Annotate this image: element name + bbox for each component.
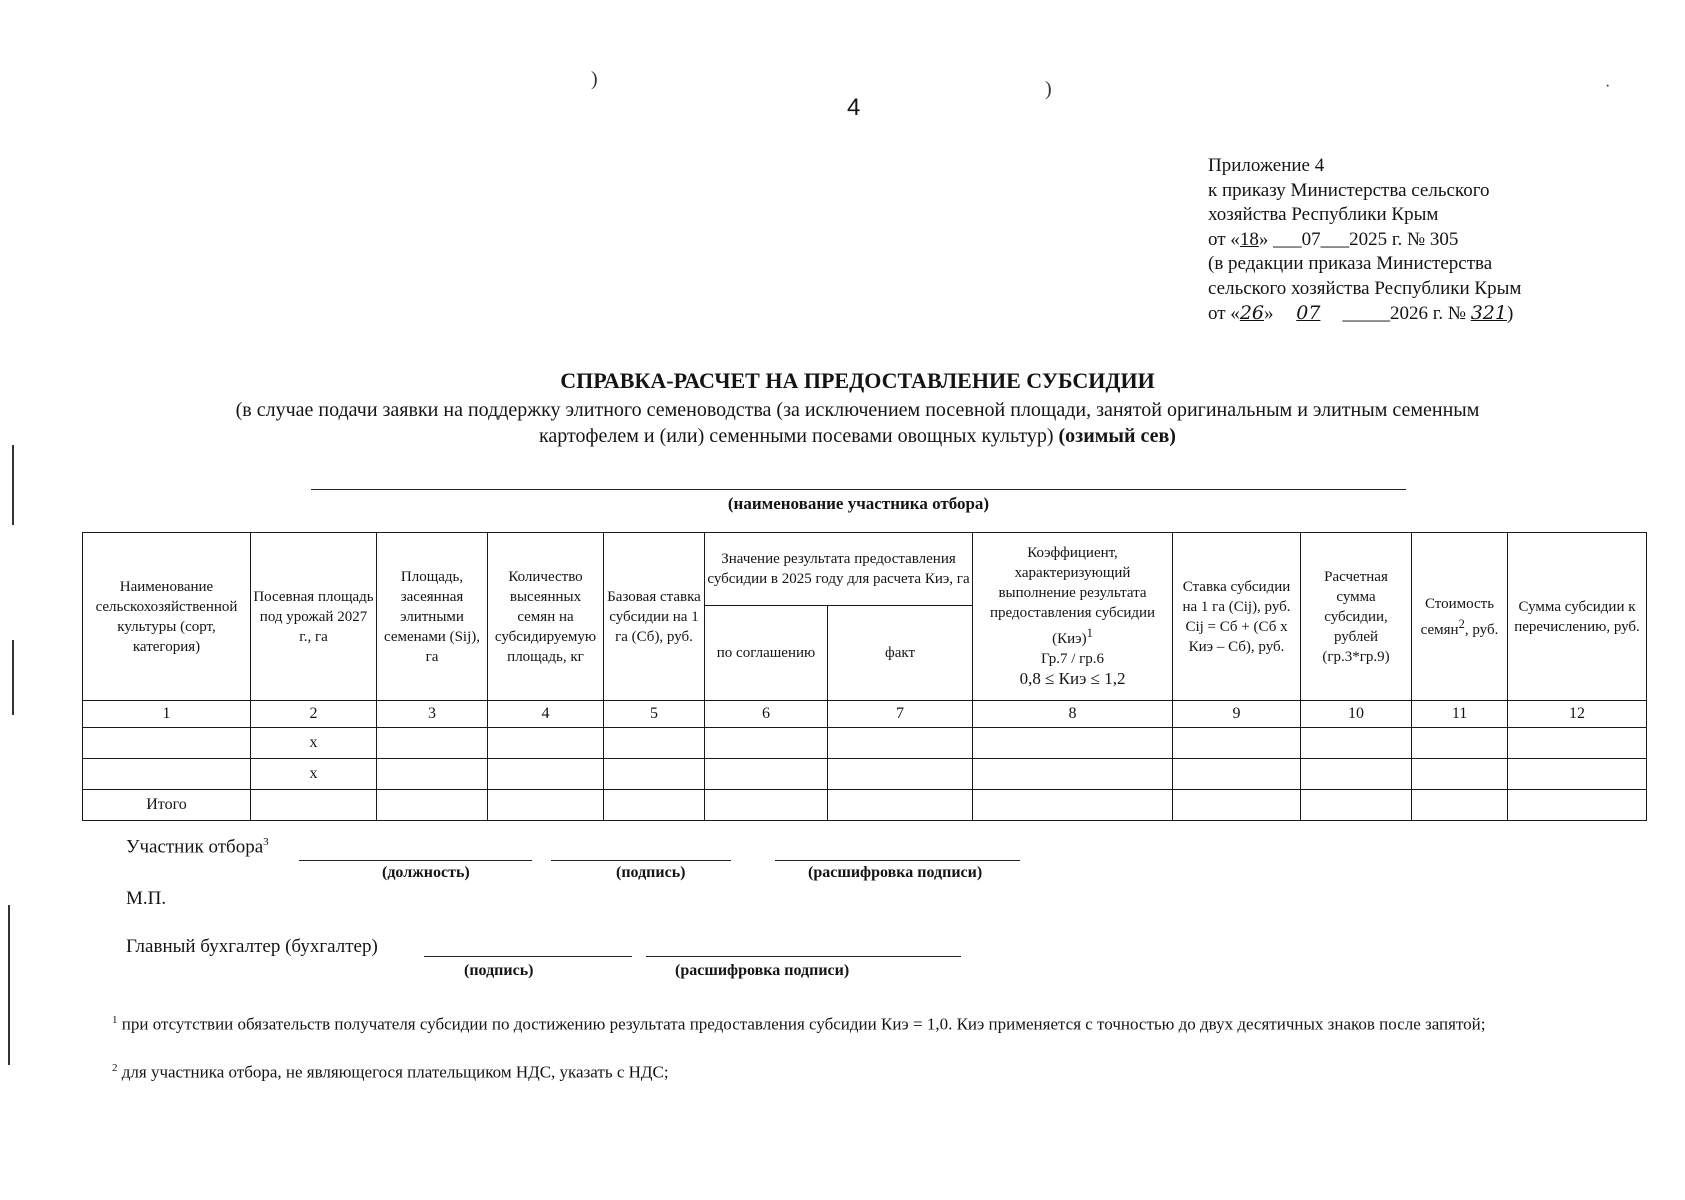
subtitle-line-2: картофелем и (или) семенными посевами овощных культур) xyxy=(539,425,1054,447)
header-crop-name: Наименование сельскохозяйственной культуры (сорт, категория) xyxy=(83,533,251,701)
column-number-row xyxy=(83,701,1647,728)
decoding-caption: (расшифровка подписи) xyxy=(808,864,983,881)
cell-crop-name xyxy=(83,728,251,759)
coefficient-formula: Гр.7 / гр.6 xyxy=(1040,651,1105,667)
footnote-ref: 1 xyxy=(1086,626,1093,640)
appendix-line: (в редакции приказа Министерства xyxy=(1208,253,1493,274)
table-cell xyxy=(1508,790,1647,821)
table-cell xyxy=(828,790,973,821)
header-actual: факт xyxy=(828,606,973,701)
subtitle-sowing-type: (озимый сев) xyxy=(1058,425,1176,447)
column-number: 11 xyxy=(1412,701,1508,728)
header-transfer-sum: Сумма субсидии к перечислению, руб. xyxy=(1508,533,1647,701)
column-number: 5 xyxy=(604,701,705,728)
participant-name-caption: (наименование участника отбора) xyxy=(727,494,990,513)
document-title: СПРАВКА-РАСЧЕТ НА ПРЕДОСТАВЛЕНИЕ СУБСИДИИ xyxy=(560,368,1155,393)
table-cell xyxy=(973,790,1173,821)
table-cell xyxy=(1173,728,1301,759)
date-mid: » xyxy=(1264,303,1279,324)
signature-caption: (подпись) xyxy=(616,864,686,881)
table-header-row xyxy=(83,533,1647,606)
coefficient-range: 0,8 ≤ Киэ ≤ 1,2 xyxy=(1019,669,1126,688)
table-cell xyxy=(705,759,828,790)
scan-mark-dot: · xyxy=(1605,78,1611,95)
stamp-placeholder: М.П. xyxy=(126,888,167,909)
table-cell xyxy=(1301,790,1412,821)
date-prefix: от « xyxy=(1208,228,1240,250)
table-cell xyxy=(1508,759,1647,790)
table-row xyxy=(83,728,1647,759)
header-subsidy-rate: Ставка субсидии на 1 га (Cij), руб. Cij = Сб + (Сб х Киэ – Сб), руб. xyxy=(1173,533,1301,701)
table-cell xyxy=(377,759,488,790)
header-calculated-sum: Расчетная сумма субсидии, рублей (гр.3*гр.9) xyxy=(1301,533,1412,701)
appendix-line: сельского хозяйства Республики Крым xyxy=(1208,277,1522,299)
participant-name-line xyxy=(311,489,1406,490)
table-cell xyxy=(1508,728,1647,759)
header-result-value-group: Значение результата предоставления субсидии в 2025 году для расчета Киэ, га xyxy=(705,533,973,606)
date-mid: » ___ xyxy=(1258,228,1302,250)
seed-cost-unit: , руб. xyxy=(1464,621,1499,638)
cell-sown-area: х xyxy=(251,759,377,790)
cell-crop-name xyxy=(83,759,251,790)
scan-edge-line xyxy=(12,445,14,525)
date-prefix: от « xyxy=(1208,303,1240,324)
footnote-text: при отсутствии обязательств получателя субсидии по достижению результата предоставления субсидии Киэ = 1,0. Киэ применяется с точностью до двух десятичных знаков после запятой; xyxy=(121,1014,1486,1034)
participant-label-text: Участник отбора xyxy=(126,836,264,858)
column-number: 4 xyxy=(488,701,604,728)
date-day: 18 xyxy=(1239,228,1259,250)
table-cell xyxy=(1173,790,1301,821)
handwritten-month: 07 xyxy=(1296,302,1321,324)
footnote-mark: 2 xyxy=(112,1062,118,1074)
coefficient-text: Коэффициент, характеризующий выполнение результата предоставления субсидии (Киэ) xyxy=(989,545,1156,647)
column-number: 3 xyxy=(377,701,488,728)
table-cell xyxy=(1301,759,1412,790)
header-seed-quantity: Количество высеянных семян на субсидируемую площадь, кг xyxy=(488,533,604,701)
scan-mark-paren-left: ) xyxy=(591,68,598,90)
table-cell xyxy=(1301,728,1412,759)
column-number: 7 xyxy=(828,701,973,728)
table-cell xyxy=(828,759,973,790)
table-cell xyxy=(1173,759,1301,790)
column-number: 2 xyxy=(251,701,377,728)
column-number: 8 xyxy=(973,701,1173,728)
table-cell xyxy=(604,728,705,759)
accountant-decoding-line xyxy=(646,956,961,957)
table-cell xyxy=(488,728,604,759)
table-cell xyxy=(604,759,705,790)
cell-sown-area: х xyxy=(251,728,377,759)
date-year: _____2026 г. № xyxy=(1342,303,1471,324)
table-cell xyxy=(973,759,1173,790)
appendix-line: Приложение 4 xyxy=(1208,155,1325,176)
header-base-rate: Базовая ставка субсидии на 1 га (Сб), руб. xyxy=(604,533,705,701)
footnote-mark: 1 xyxy=(112,1014,118,1026)
subtitle-line-1: (в случае подачи заявки на поддержку элитного семеноводства (за исключением посевной площади, занятой оригинальным и элитным семенным xyxy=(235,399,1480,421)
signature-line xyxy=(551,860,731,861)
scan-mark-paren-right: ) xyxy=(1045,78,1052,100)
table-cell xyxy=(377,790,488,821)
footnote-ref: 2 xyxy=(1458,616,1465,631)
header-seed-cost xyxy=(1412,533,1508,701)
appendix-revision-date-line xyxy=(1208,301,1521,327)
table-cell xyxy=(1412,759,1508,790)
table-cell xyxy=(705,790,828,821)
handwritten-day: 26 xyxy=(1239,302,1264,324)
table-cell xyxy=(973,728,1173,759)
appendix-line: к приказу Министерства сельского xyxy=(1208,179,1490,201)
footnote-text: для участника отбора, не являющегося плательщиком НДС, указать с НДС; xyxy=(121,1062,669,1082)
document-subtitle xyxy=(100,397,1615,449)
table-cell xyxy=(488,759,604,790)
column-number: 10 xyxy=(1301,701,1412,728)
header-by-agreement: по соглашению xyxy=(705,606,828,701)
scan-edge-line xyxy=(8,905,10,1065)
table-cell xyxy=(828,728,973,759)
appendix-block xyxy=(1208,154,1521,327)
position-line xyxy=(299,860,532,861)
header-sown-area: Посевная площадь под урожай 2027 г., га xyxy=(251,533,377,701)
subsidy-calculation-table xyxy=(82,532,1647,821)
appendix-date-line xyxy=(1208,228,1521,253)
footnote xyxy=(112,1056,1632,1085)
footnote xyxy=(112,1008,1632,1037)
table-cell xyxy=(604,790,705,821)
date-month: 07 xyxy=(1301,228,1321,250)
table-row xyxy=(83,759,1647,790)
cell-total-label: Итого xyxy=(83,790,251,821)
accountant-signature-label: Главный бухгалтер (бухгалтер) xyxy=(126,936,378,957)
cell-sown-area xyxy=(251,790,377,821)
table-cell xyxy=(488,790,604,821)
header-coefficient xyxy=(973,533,1173,701)
handwritten-order-number: 321 xyxy=(1470,302,1507,324)
table-total-row xyxy=(83,790,1647,821)
table-cell xyxy=(377,728,488,759)
accountant-signature-caption: (подпись) xyxy=(464,962,534,979)
footnote-ref: 3 xyxy=(263,836,269,848)
seed-cost-text: Стоимость семян xyxy=(1420,595,1495,638)
table-cell xyxy=(1412,728,1508,759)
column-number: 9 xyxy=(1173,701,1301,728)
table-cell xyxy=(1412,790,1508,821)
date-suffix: ) xyxy=(1506,303,1514,324)
page-number: 4 xyxy=(847,94,861,121)
participant-signature-label xyxy=(126,836,269,858)
date-rest: ___2025 г. № 305 xyxy=(1320,228,1459,250)
decoding-line xyxy=(775,860,1020,861)
position-caption: (должность) xyxy=(382,864,470,881)
header-elite-area: Площадь, засеянная элитными семенами (Sij), га xyxy=(377,533,488,701)
column-number: 1 xyxy=(83,701,251,728)
column-number: 12 xyxy=(1508,701,1647,728)
table-cell xyxy=(705,728,828,759)
column-number: 6 xyxy=(705,701,828,728)
scan-edge-line xyxy=(12,640,14,715)
accountant-signature-line xyxy=(424,956,632,957)
appendix-line: хозяйства Республики Крым xyxy=(1208,204,1439,225)
accountant-decoding-caption: (расшифровка подписи) xyxy=(675,962,850,979)
